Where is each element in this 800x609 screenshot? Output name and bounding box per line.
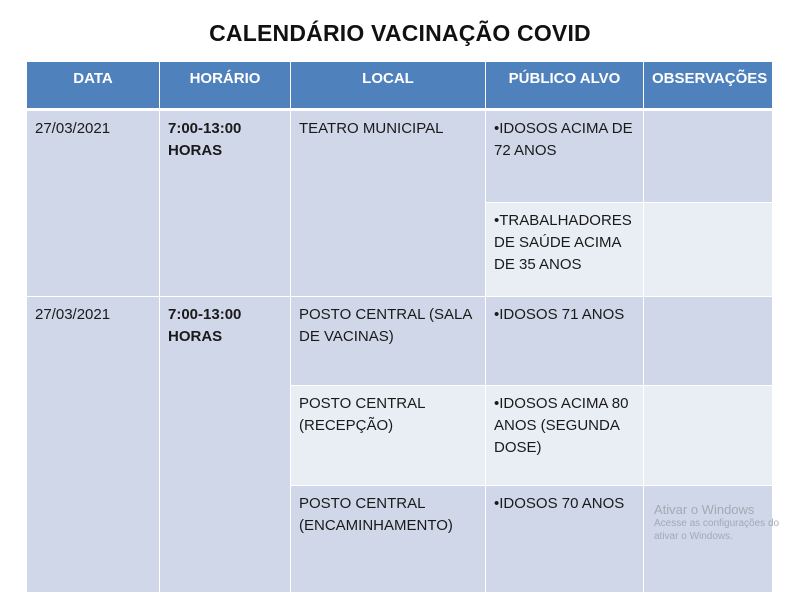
- group1-time: 7:00-13:00 HORAS: [160, 111, 291, 297]
- group2-publico-2: •IDOSOS ACIMA 80 ANOS (SEGUNDA DOSE): [486, 386, 644, 486]
- header-data: DATA: [27, 62, 160, 111]
- group2-time: 7:00-13:00 HORAS: [160, 297, 291, 593]
- group2-local-1: POSTO CENTRAL (SALA DE VACINAS): [291, 297, 486, 386]
- header-observacoes: OBSERVAÇÕES: [644, 62, 773, 111]
- group2-local-3: POSTO CENTRAL (ENCAMINHAMENTO): [291, 486, 486, 593]
- watermark-line-1: Acesse as configurações do: [654, 518, 780, 529]
- group1-publico-1: •IDOSOS ACIMA DE 72 ANOS: [486, 111, 644, 203]
- watermark-title: Ativar o Windows: [654, 502, 755, 517]
- group1-date: 27/03/2021: [27, 111, 160, 297]
- group2-publico-1: •IDOSOS 71 ANOS: [486, 297, 644, 386]
- group1-obs-2: [644, 203, 773, 297]
- header-horario: HORÁRIO: [160, 62, 291, 111]
- group1-local: TEATRO MUNICIPAL: [291, 111, 486, 297]
- group1-publico-2: •TRABALHADORES DE SAÚDE ACIMA DE 35 ANOS: [486, 203, 644, 297]
- header-publico-alvo: PÚBLICO ALVO: [486, 62, 644, 111]
- group2-date: 27/03/2021: [27, 297, 160, 593]
- group2-local-2: POSTO CENTRAL (RECEPÇÃO): [291, 386, 486, 486]
- page-title: CALENDÁRIO VACINAÇÃO COVID: [209, 20, 591, 46]
- watermark-line-2: ativar o Windows.: [654, 531, 733, 542]
- windows-activation-watermark: [654, 502, 779, 543]
- group2-obs-2: [644, 386, 773, 486]
- group2-publico-3: •IDOSOS 70 ANOS: [486, 486, 644, 593]
- group2-obs-1: [644, 297, 773, 386]
- group1-obs-1: [644, 111, 773, 203]
- header-local: LOCAL: [291, 62, 486, 111]
